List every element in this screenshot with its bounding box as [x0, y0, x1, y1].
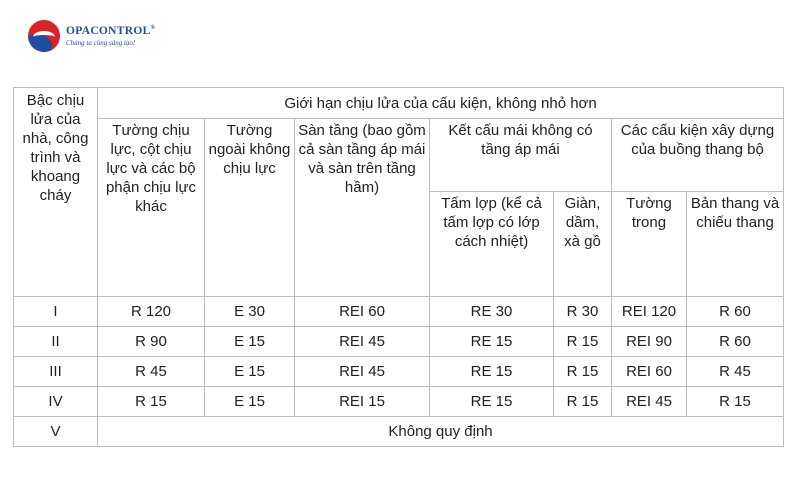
table-row — [14, 387, 784, 417]
grade-cell: II — [14, 327, 98, 357]
value-cell: REI 60 — [612, 357, 687, 387]
value-cell: E 15 — [205, 357, 295, 387]
value-cell: R 15 — [554, 387, 612, 417]
value-cell: R 30 — [554, 297, 612, 327]
logo-mark-icon — [28, 20, 60, 52]
value-cell: R 15 — [554, 327, 612, 357]
logo-registered-mark: ® — [150, 25, 156, 32]
header-truss-beam: Giàn, dầm, xà gồ — [554, 191, 612, 296]
value-cell: RE 15 — [430, 357, 554, 387]
header-stair-flight: Bản thang và chiếu thang — [687, 191, 784, 296]
value-cell: REI 45 — [295, 357, 430, 387]
header-roof-panel: Tấm lợp (kể cả tấm lợp có lớp cách nhiệt) — [430, 191, 554, 296]
value-cell: E 15 — [205, 327, 295, 357]
header-fire-limit-group: Giới hạn chịu lửa của cấu kiện, không nhỏ hơn — [98, 88, 784, 119]
logo-brand — [66, 25, 155, 37]
logo — [28, 20, 155, 52]
value-cell: R 15 — [554, 357, 612, 387]
value-cell: RE 30 — [430, 297, 554, 327]
grade-cell: V — [14, 417, 98, 447]
header-stairwell: Các cấu kiện xây dựng của buồng thang bộ — [612, 119, 784, 192]
logo-slogan: Chúng ta cùng sáng tạo! — [66, 38, 136, 47]
value-cell: REI 120 — [612, 297, 687, 327]
value-cell: E 30 — [205, 297, 295, 327]
value-cell: REI 45 — [612, 387, 687, 417]
value-cell: REI 90 — [612, 327, 687, 357]
header-load-bearing-wall: Tường chịu lực, cột chịu lực và các bộ phận chịu lực khác — [98, 119, 205, 297]
table-row — [14, 357, 784, 387]
value-cell: R 15 — [98, 387, 205, 417]
header-roof-structure: Kết cấu mái không có tầng áp mái — [430, 119, 612, 192]
value-cell: RE 15 — [430, 327, 554, 357]
value-cell: R 60 — [687, 297, 784, 327]
value-cell: REI 15 — [295, 387, 430, 417]
header-interior-wall: Tường trong — [612, 191, 687, 296]
value-cell: R 45 — [98, 357, 205, 387]
fire-resistance-table — [13, 87, 784, 447]
logo-text — [66, 25, 155, 46]
value-cell: R 90 — [98, 327, 205, 357]
logo-brand-name: OPACONTROL — [66, 25, 151, 38]
value-cell: R 60 — [687, 327, 784, 357]
grade-cell: III — [14, 357, 98, 387]
value-cell: REI 45 — [295, 327, 430, 357]
grade-cell: I — [14, 297, 98, 327]
header-exterior-wall: Tường ngoài không chịu lực — [205, 119, 295, 297]
header-floor: Sàn tầng (bao gồm cả sàn tầng áp mái và sàn trên tầng hầm) — [295, 119, 430, 297]
header-row-1 — [14, 88, 784, 119]
table-row — [14, 417, 784, 447]
header-fire-grade: Bậc chịu lửa của nhà, công trình và khoang cháy — [14, 88, 98, 297]
not-specified-cell: Không quy định — [98, 417, 784, 447]
table-row — [14, 297, 784, 327]
value-cell: E 15 — [205, 387, 295, 417]
grade-cell: IV — [14, 387, 98, 417]
value-cell: R 15 — [687, 387, 784, 417]
value-cell: R 120 — [98, 297, 205, 327]
value-cell: R 45 — [687, 357, 784, 387]
value-cell: RE 15 — [430, 387, 554, 417]
value-cell: REI 60 — [295, 297, 430, 327]
table-row — [14, 327, 784, 357]
header-row-2 — [14, 119, 784, 192]
